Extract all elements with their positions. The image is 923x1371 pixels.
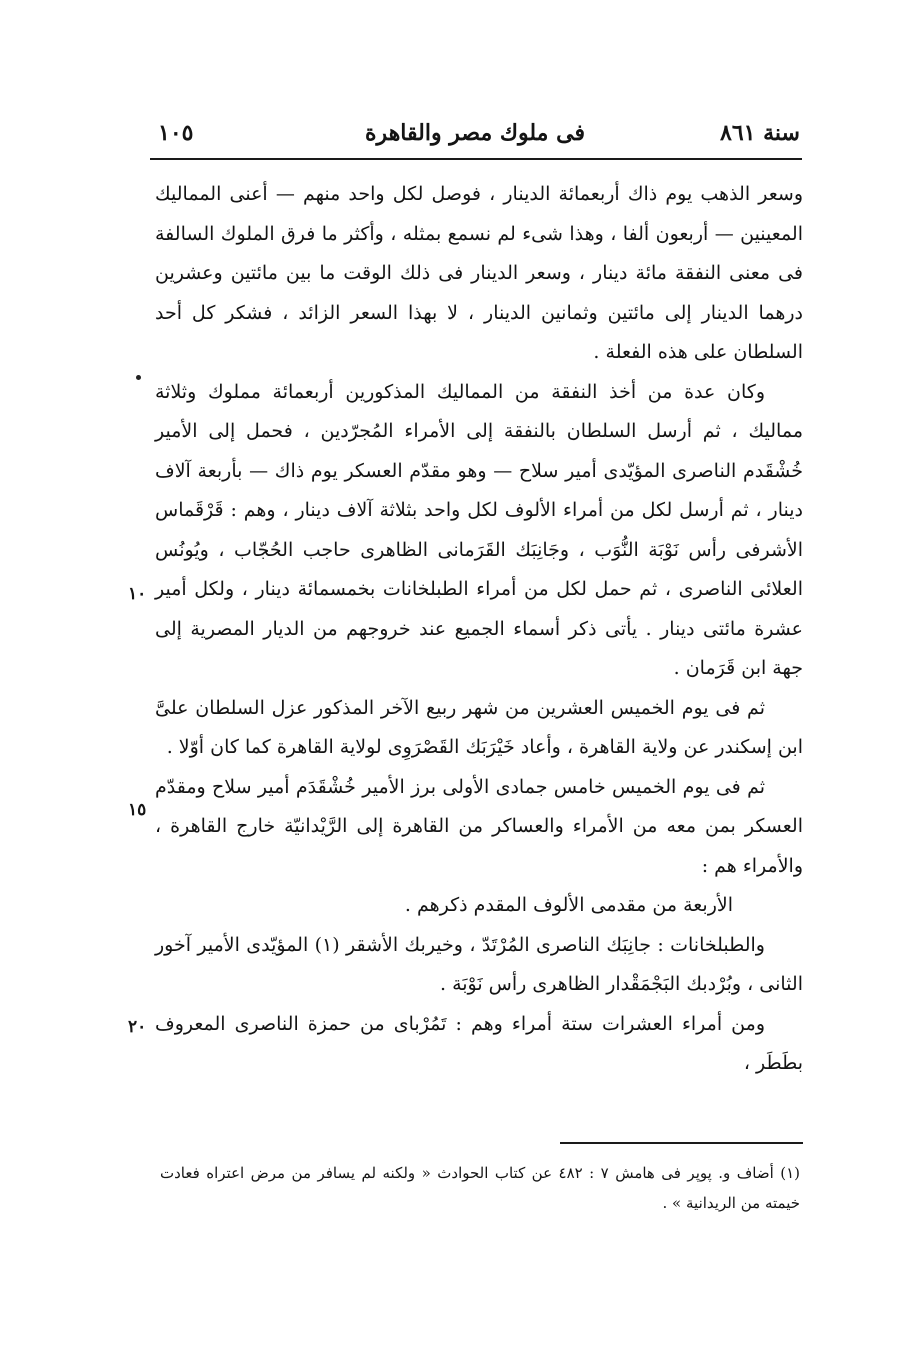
margin-mark [136,375,141,380]
paragraph: ومن أمراء العشرات ستة أمراء وهم : تَمُرْباى من حمزة الناصرى المعروف بطَطَر ، [155,1012,803,1074]
line-number: ١٠ [128,584,147,604]
running-year: سنة ٨٦١ [720,120,800,146]
paragraph: وكان عدة من أخذ النفقة من المماليك المذكورين أربعمائة مملوك وثلاثة مماليك ، ثم أرسل السلطان بالنفقة إلى الأمراء المُجرّدين ، فحمل إلى الأمير خُشْقَدم الناصرى المؤيّدى أمير سلاح — وهو مقدّم العسكر يوم ذاك — بأربعة آلاف دينار ، ثم أرسل لكل من أمراء الألوف لكل واحد بثلاثة آلاف دينار ، وهم : قَرْقَماس الأشرفى رأس نَوْبَة النُّوَب ، وجَانِبَك القَرَمانى الظاهرى حاجب الحُجّاب ، ويُونُس العلائى الناصرى ، ثم حمل لكل من أمراء الطبلخانات بخمسمائة دينار ، ولكل أمير عشرة مائتى دينار . يأتى ذكر أسماء الجميع عند خروجهم من الديار المصرية إلى جهة ابن قَرَمان . [155,380,803,679]
footnote-text: (١) أضاف و. پوپر فى هامش ٧ : ٤٨٢ عن كتاب الحوادث « ولكنه لم يسافر من مرض اعتراه فعادت خيمته من الريدانية » . [160,1164,800,1212]
page-number: ١٠٥ [158,120,194,146]
page-header [150,120,800,156]
paragraph: الأربعة من مقدمى الألوف المقدم ذكرهم . [404,894,733,916]
running-title: فى ملوك مصر والقاهرة [365,120,585,146]
paragraph: وسعر الذهب يوم ذاك أربعمائة الدينار ، فوصل لكل واحد منهم — أعنى المماليك المعينين — أربعون ألفا ، وهذا شىء لم نسمع بمثله ، وأكثر ما فرق الملوك السالفة فى معنى النفقة مائة دينار ، وسعر الدينار فى ذلك الوقت ما بين مائتين وعشرين درهما الدينار إلى مائتين وثمانين الدينار ، لا بهذا السعر الزائد ، فشكر كل أحد السلطان على هذه الفعلة . [155,183,803,363]
footnote-rule [560,1142,803,1144]
paragraph: ثم فى يوم الخميس خامس جمادى الأولى برز الأمير خُشْقَدَم أمير سلاح ومقدّم العسكر بمن معه من الأمراء والعساكر من القاهرة إلى الرَّيْدانيّة خارج القاهرة ، والأمراء هم : [155,775,803,877]
paragraph: ثم فى يوم الخميس العشرين من شهر ربيع الآخر المذكور عزل السلطان علىَّ ابن إسكندر عن ولاية القاهرة ، وأعاد خَيْرَبَك القَصْرَوِى لولاية القاهرة كما كان أوّلا . [155,696,803,758]
paragraph: والطبلخانات : جانِبَك الناصرى المُرْتَدّ ، وخيربك الأشقر (١) المؤيّدى الأمير آخور الثانى ، وبُرْدبك البَجْمَقْدار الظاهرى رأس نَوْبَة . [155,933,803,995]
header-rule [150,158,802,160]
line-number: ١٥ [128,800,147,820]
line-number: ٢٠ [128,1017,147,1037]
footnote [160,1158,800,1218]
main-text [155,175,803,1084]
